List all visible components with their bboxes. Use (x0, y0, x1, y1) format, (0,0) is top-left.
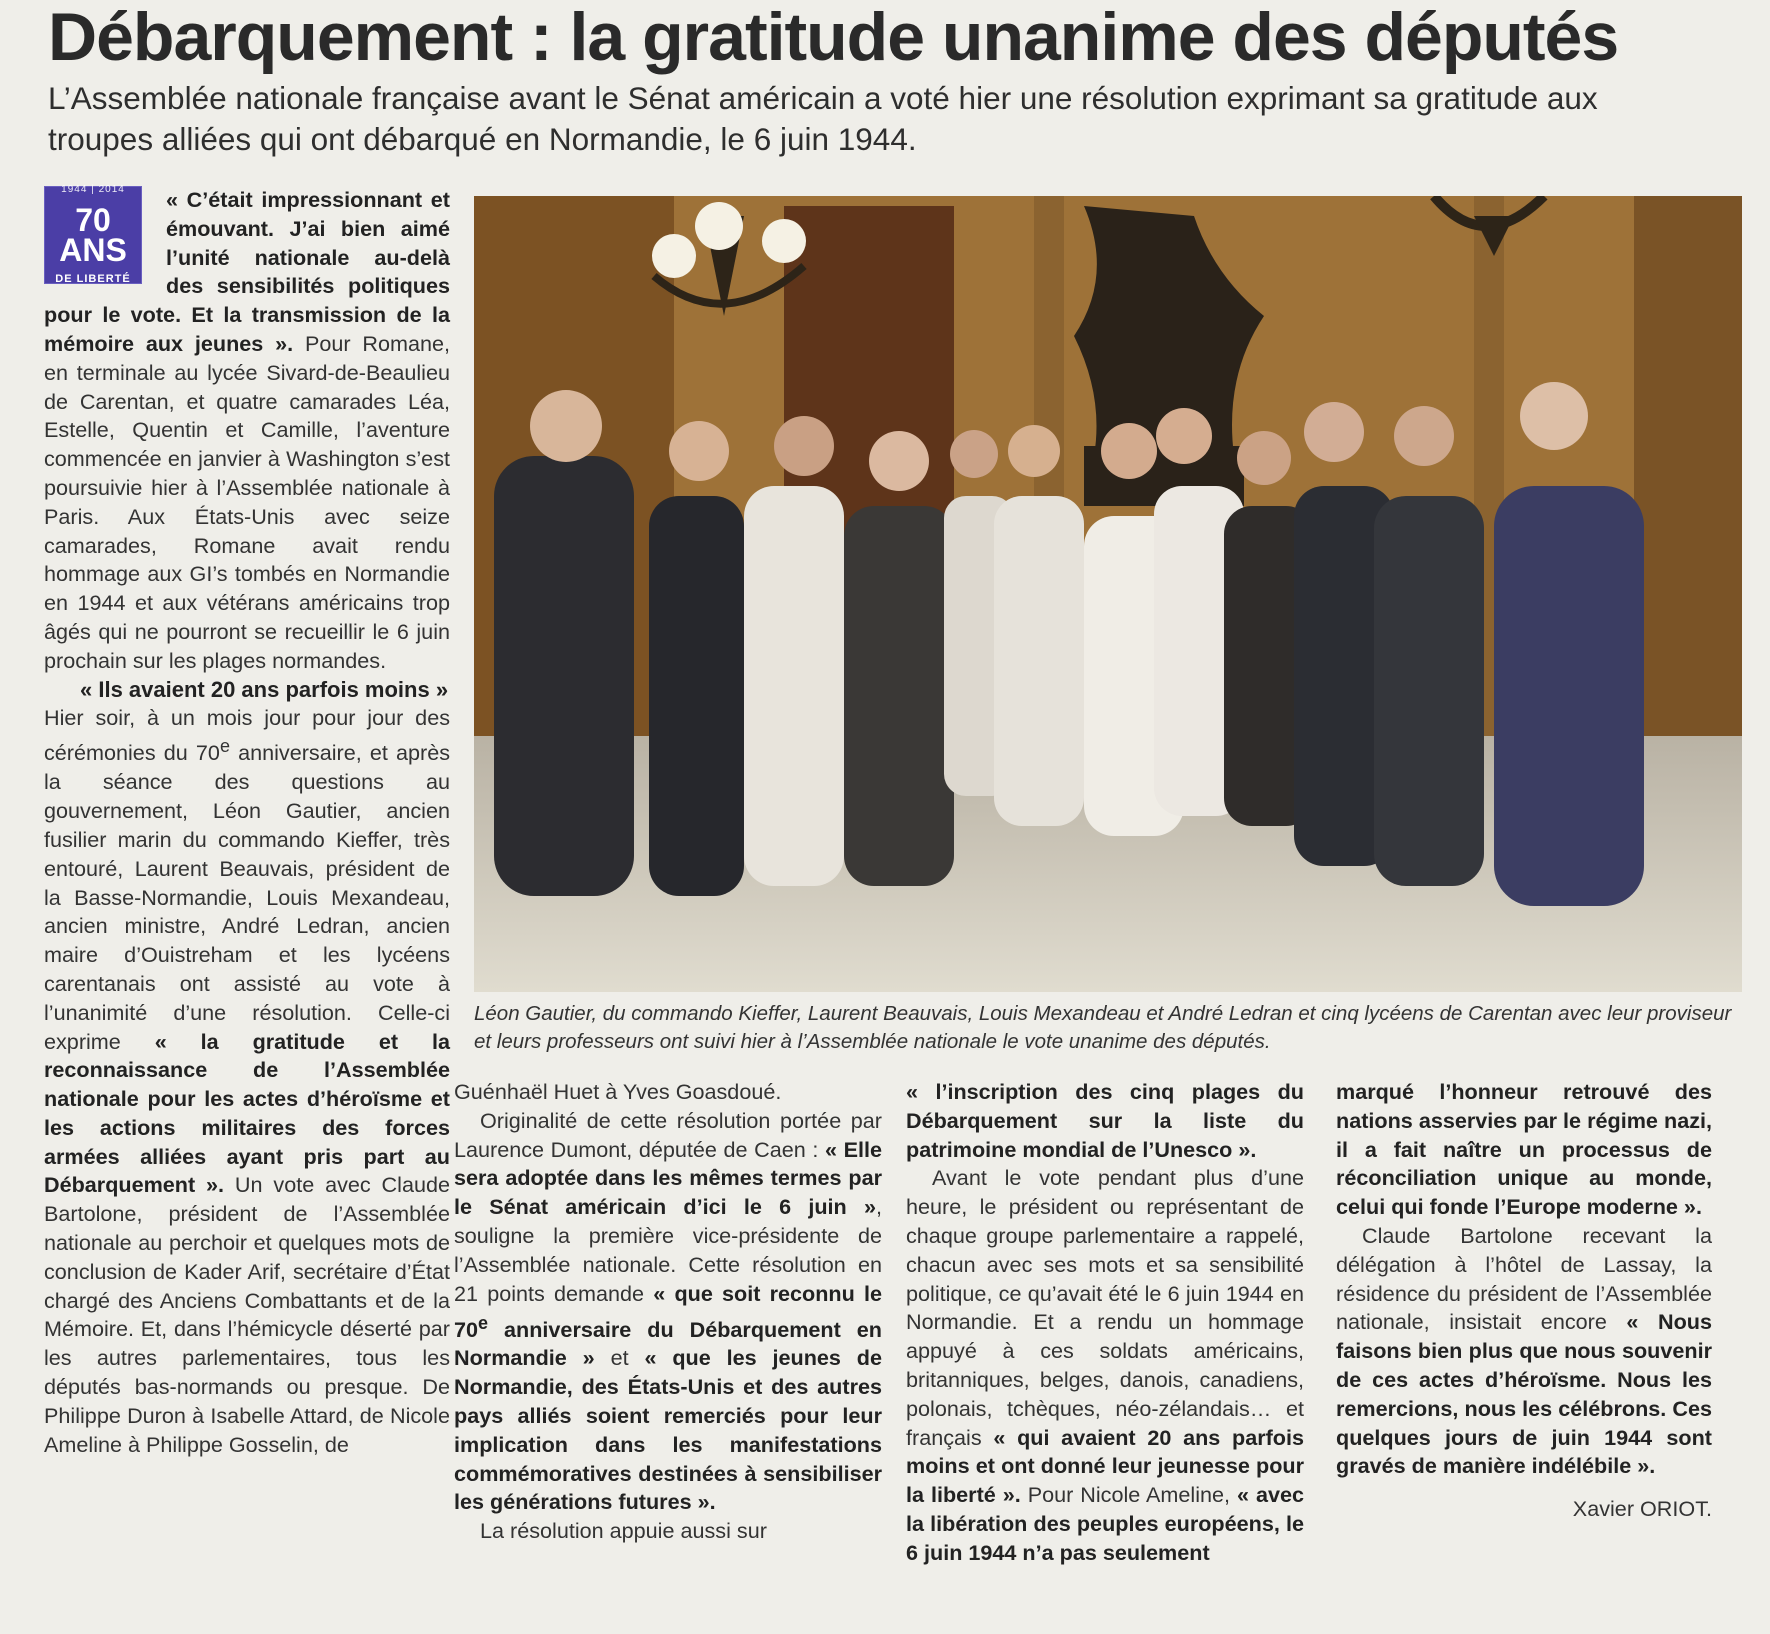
text-romane: Pour Romane, en terminale au lycée Sivard-de-Beaulieu de Carentan, et quatre camarades Léa, Estelle, Quentin et Camille, l’aventure commencée en janvier à Washington s’est poursuivie hier à l’Assemblée nationale à Paris. Aux États-Unis avec seize camarades, Romane avait rendu hommage aux GI’s tombés en Normandie en 1944 et aux vétérans américains trop âgés qui ne pourront se recueillir le 6 juin prochain sur les plages normandes. (44, 330, 451, 673)
article-column-2: Guénhaël Huet à Yves Goasdoué. Originalité de cette résolution portée par Laurence Dumont, députée de Caen : « Elle sera adoptée dans les mêmes termes par le Sénat américain d’ici le 6 juin », souligne la première vice-présidente de l’Assemblée nationale. Cette résolution en 21 points demande « que soit reconnu le 70e anniversaire du Débarquement en Normandie » et « que les jeunes de Normandie, des États-Unis et des autres pays alliés soient remerciés pour leur implication dans les manifestations commémoratives destinées à sensibiliser les générations futures ». La résolution appuie aussi sur (454, 1079, 883, 1544)
group-photo-illustration (474, 196, 1742, 992)
headline: Débarquement : la gratitude unanime des députés (48, 0, 1619, 75)
quote-resolution: « la gratitude et la reconnaissance de l’Assemblée nationale pour les actes d’héroïsme et les actions militaires des forces armées alliées ayant pris part au Débarquement ». (44, 1028, 450, 1198)
badge-subtitle: DE LIBERTÉ (55, 273, 131, 285)
badge-title: 70 ANS (59, 202, 127, 268)
paragraph-avant-le-vote: Avant le vote pendant plus d’une heure, le président ou représentant de chaque groupe parlementaire a rappelé, chacun avec ses mots et sa sensibilité politique, ce qu’avait été le 6 juin 1944 en Normandie. Et a rendu un hommage appuyé à ces soldats américains, britanniques, belges, danois, canadiens, polonais, tchèques, néo-zélandais… et français « qui avaient 20 ans parfois moins et ont donné leur jeunesse pour la liberté ». Pour Nicole Ameline, « avec la libération des peuples européens, le 6 juin 1944 n’a pas seulement (906, 1165, 1305, 1565)
article-column-4: marqué l’honneur retrouvé des nations asservies par le régime nazi, il a fait naître un processus de réconciliation unique au monde, celui qui fonde l’Europe moderne ». Claude Bartolone recevant la délégation à l’hôtel de Lassay, la résidence du président de l’Assemblée nationale, insistait encore « Nous faisons bien plus que nous souvenir de ces actes d’héroïsme. Nous les remercions, nous les célébrons. Ces quelques jours de juin 1944 sont gravés de manière indélébile ». Xavier ORIOT. (1336, 1078, 1712, 1524)
badge-years: 1944 | 2014 (61, 184, 125, 196)
standfirst: L’Assemblée nationale française avant le Sénat américain a voté hier une résolution exprimant sa gratitude aux troupes alliées qui ont débarqué en Normandie, le 6 juin 1944. (48, 80, 1598, 157)
group-photo (474, 196, 1742, 992)
paragraph-bartolone: Claude Bartolone recevant la délégation à l’hôtel de Lassay, la résidence du président de l’Assemblée nationale, insistait encore « Nous faisons bien plus que nous souvenir de ces actes d’héroïsme. Nous les remercions, nous les célébrons. Ces quelques jours de juin 1944 sont gravés de manière indélébile ». (1336, 1222, 1712, 1479)
intertitle: « Ils avaient 20 ans parfois moins » (80, 676, 449, 702)
article-column-3: « l’inscription des cinq plages du Débarquement sur la liste du patrimoine mondial de l’Unesco ». Avant le vote pendant plus d’une heure, le président ou représentant de chaque groupe parlementaire a rappelé, chacun avec ses mots et sa sensibilité politique, ce qu’avait été le 6 juin 1944 en Normandie. Et a rendu un hommage appuyé à ces soldats américains, britanniques, belges, danois, canadiens, polonais, tchèques, néo-zélandais… et français « qui avaient 20 ans parfois moins et ont donné leur jeunesse pour la liberté ». Pour Nicole Ameline, « avec la libération des peuples européens, le 6 juin 1944 n’a pas seulement (906, 1078, 1304, 1568)
paragraph-originalite: Originalité de cette résolution portée par Laurence Dumont, députée de Caen : « Elle sera adoptée dans les mêmes termes par le Sénat américain d’ici le 6 juin », souligne la première vice-présidente de l’Assemblée nationale. Cette résolution en 21 points demande « que soit reconnu le 70e anniversaire du Débarquement en Normandie » et « que les jeunes de Normandie, des États-Unis et des autres pays alliés soient remerciés pour leur implication dans les manifestations commémoratives destinées à sensibiliser les générations futures ». (454, 1107, 883, 1515)
quote-student: « C’était impressionnant et émouvant. J’ai bien aimé l’unité nationale au-delà des sensibilités politiques pour le vote. Et la transmission de la mémoire aux jeunes ». (44, 187, 450, 356)
article-column-1 (44, 186, 450, 1459)
photo-caption: Léon Gautier, du commando Kieffer, Laurent Beauvais, Louis Mexandeau et André Ledran et cinq lycéens de Carentan avec leur proviseur et leurs professeurs ont suivi hier à l’Assemblée nationale le vote unanime des députés. (474, 1002, 1732, 1053)
paragraph-vote: Hier soir, à un mois jour pour jour des cérémonies du 70e anniversaire, et après la séance des questions au gouvernement, Léon Gautier, ancien fusilier marin du commando Kieffer, très entouré, Laurent Beauvais, président de la Basse-Normandie, Louis Mexandeau, ancien ministre, André Ledran, ancien maire d’Ouistreham et les lycéens carentanais ont assisté au vote à l’unanimité d’une résolution. Celle-ci exprime « la gratitude et la reconnaissance de l’Assemblée nationale pour les actes d’héroïsme et les actions militaires des forces armées alliées ayant pris part au Débarquement ». Un vote avec Claude Bartolone, président de l’Assemblée nationale au perchoir et quelques mots de conclusion de Kader Arif, secrétaire d’État chargé des Anciens Combattants et de la Mémoire. Et, dans l’hémicycle déserté par les autres parlementaires, tous les députés bas-normands ou presque. De Philippe Duron à Isabelle Attard, de Nicole Ameline à Philippe Gosselin, de (44, 704, 451, 1457)
author-signature: Xavier ORIOT. (1572, 1496, 1712, 1522)
anniversary-badge (44, 186, 142, 284)
